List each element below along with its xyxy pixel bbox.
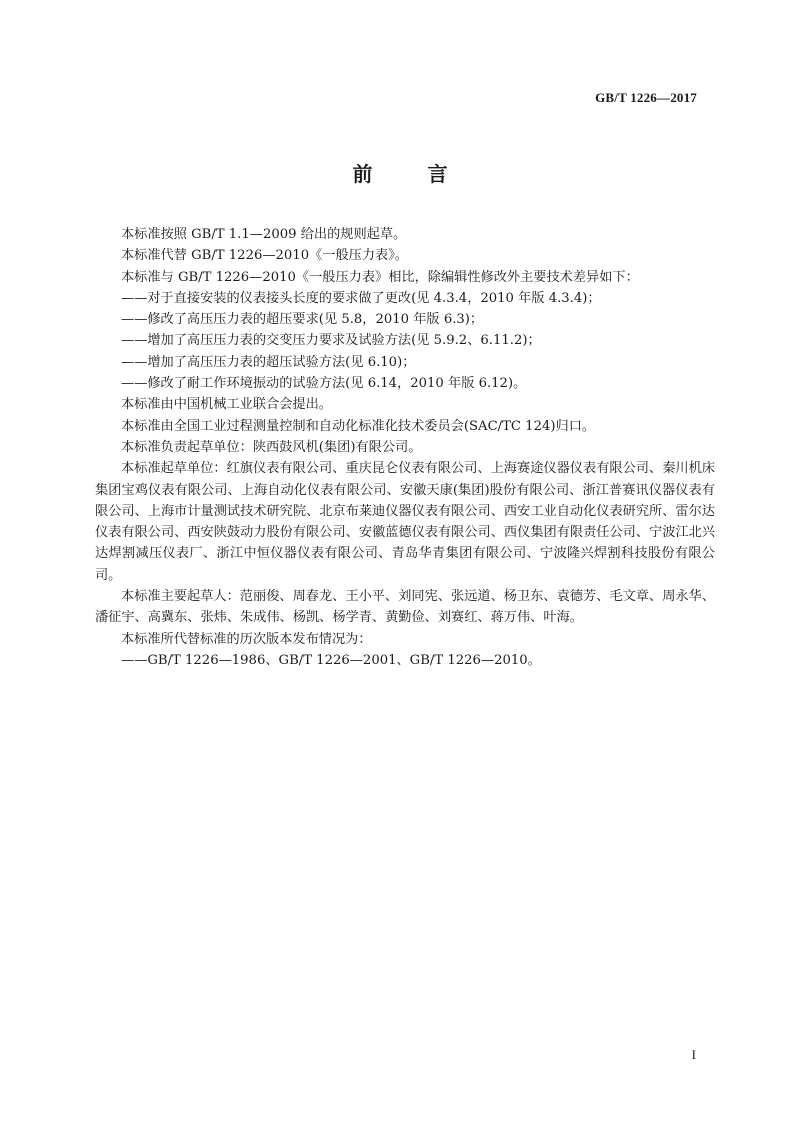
list-item: ——增加了高压压力表的超压试验方法(见 6.10)； xyxy=(121,354,416,370)
paragraph: 本标准与 GB/T 1226—2010《一般压力表》相比，除编辑性修改外主要技术差异如下： xyxy=(121,269,639,285)
paragraph: 本标准起草单位：红旗仪表有限公司、重庆昆仑仪表有限公司、上海赛途仪器仪表有限公司、秦川机床集团宝鸡仪表有限公司、上海自动化仪表有限公司、安徽天康(集团)股份有限公司、浙江普赛讯仪器仪表有限公司、上海市计量测试技术研究院、北京布莱迪仪器仪表有限公司、西安工业自动化仪表研究所、雷尔达仪表有限公司、西安陕鼓动力股份有限公司、安徽蓝德仪表有限公司、西仪集团有限责任公司、宁波江北兴达焊割减压仪表厂、浙江中恒仪器仪表有限公司、青岛华青集团有限公司、宁波隆兴焊割科技股份有限公司。 xyxy=(95,461,715,583)
list-item: ——修改了耐工作环境振动的试验方法(见 6.14，2010 年版 6.12)。 xyxy=(121,376,527,392)
paragraph: 本标准由中国机械工业联合会提出。 xyxy=(121,397,332,413)
list-item: ——对于直接安装的仪表接头长度的要求做了更改(见 4.3.4，2010 年版 4.3.4)； xyxy=(121,290,601,306)
paragraph: 本标准代替 GB/T 1226—2010《一般压力表》。 xyxy=(121,248,408,264)
page-title: 前 言 xyxy=(352,162,472,186)
paragraph: 本标准所代替标准的历次版本发布情况为： xyxy=(121,631,372,647)
paragraph: 本标准由全国工业过程测量控制和自动化标准化技术委员会(SAC/TC 124)归口。 xyxy=(121,418,596,434)
paragraph: 本标准主要起草人：范丽俊、周春龙、王小平、刘同宪、张远道、杨卫东、袁德芳、毛文章、周永华、潘征宇、高冀东、张炜、朱成伟、杨凯、杨学青、黄勤俭、刘赛红、蒋万伟、叶海。 xyxy=(95,589,715,626)
document-body xyxy=(95,224,715,671)
list-item: ——GB/T 1226—1986、GB/T 1226—2001、GB/T 1226—2010。 xyxy=(121,652,541,668)
list-item: ——增加了高压压力表的交变压力要求及试验方法(见 5.9.2、6.11.2)； xyxy=(121,333,541,349)
page-number: I xyxy=(691,1047,696,1062)
list-item: ——修改了高压压力表的超压要求(见 5.8，2010 年版 6.3)； xyxy=(121,312,484,328)
paragraph: 本标准按照 GB/T 1.1—2009 给出的规则起草。 xyxy=(121,227,407,242)
standard-number: GB/T 1226—2017 xyxy=(595,90,697,105)
paragraph: 本标准负责起草单位：陕西鼓风机(集团)有限公司。 xyxy=(121,439,422,455)
